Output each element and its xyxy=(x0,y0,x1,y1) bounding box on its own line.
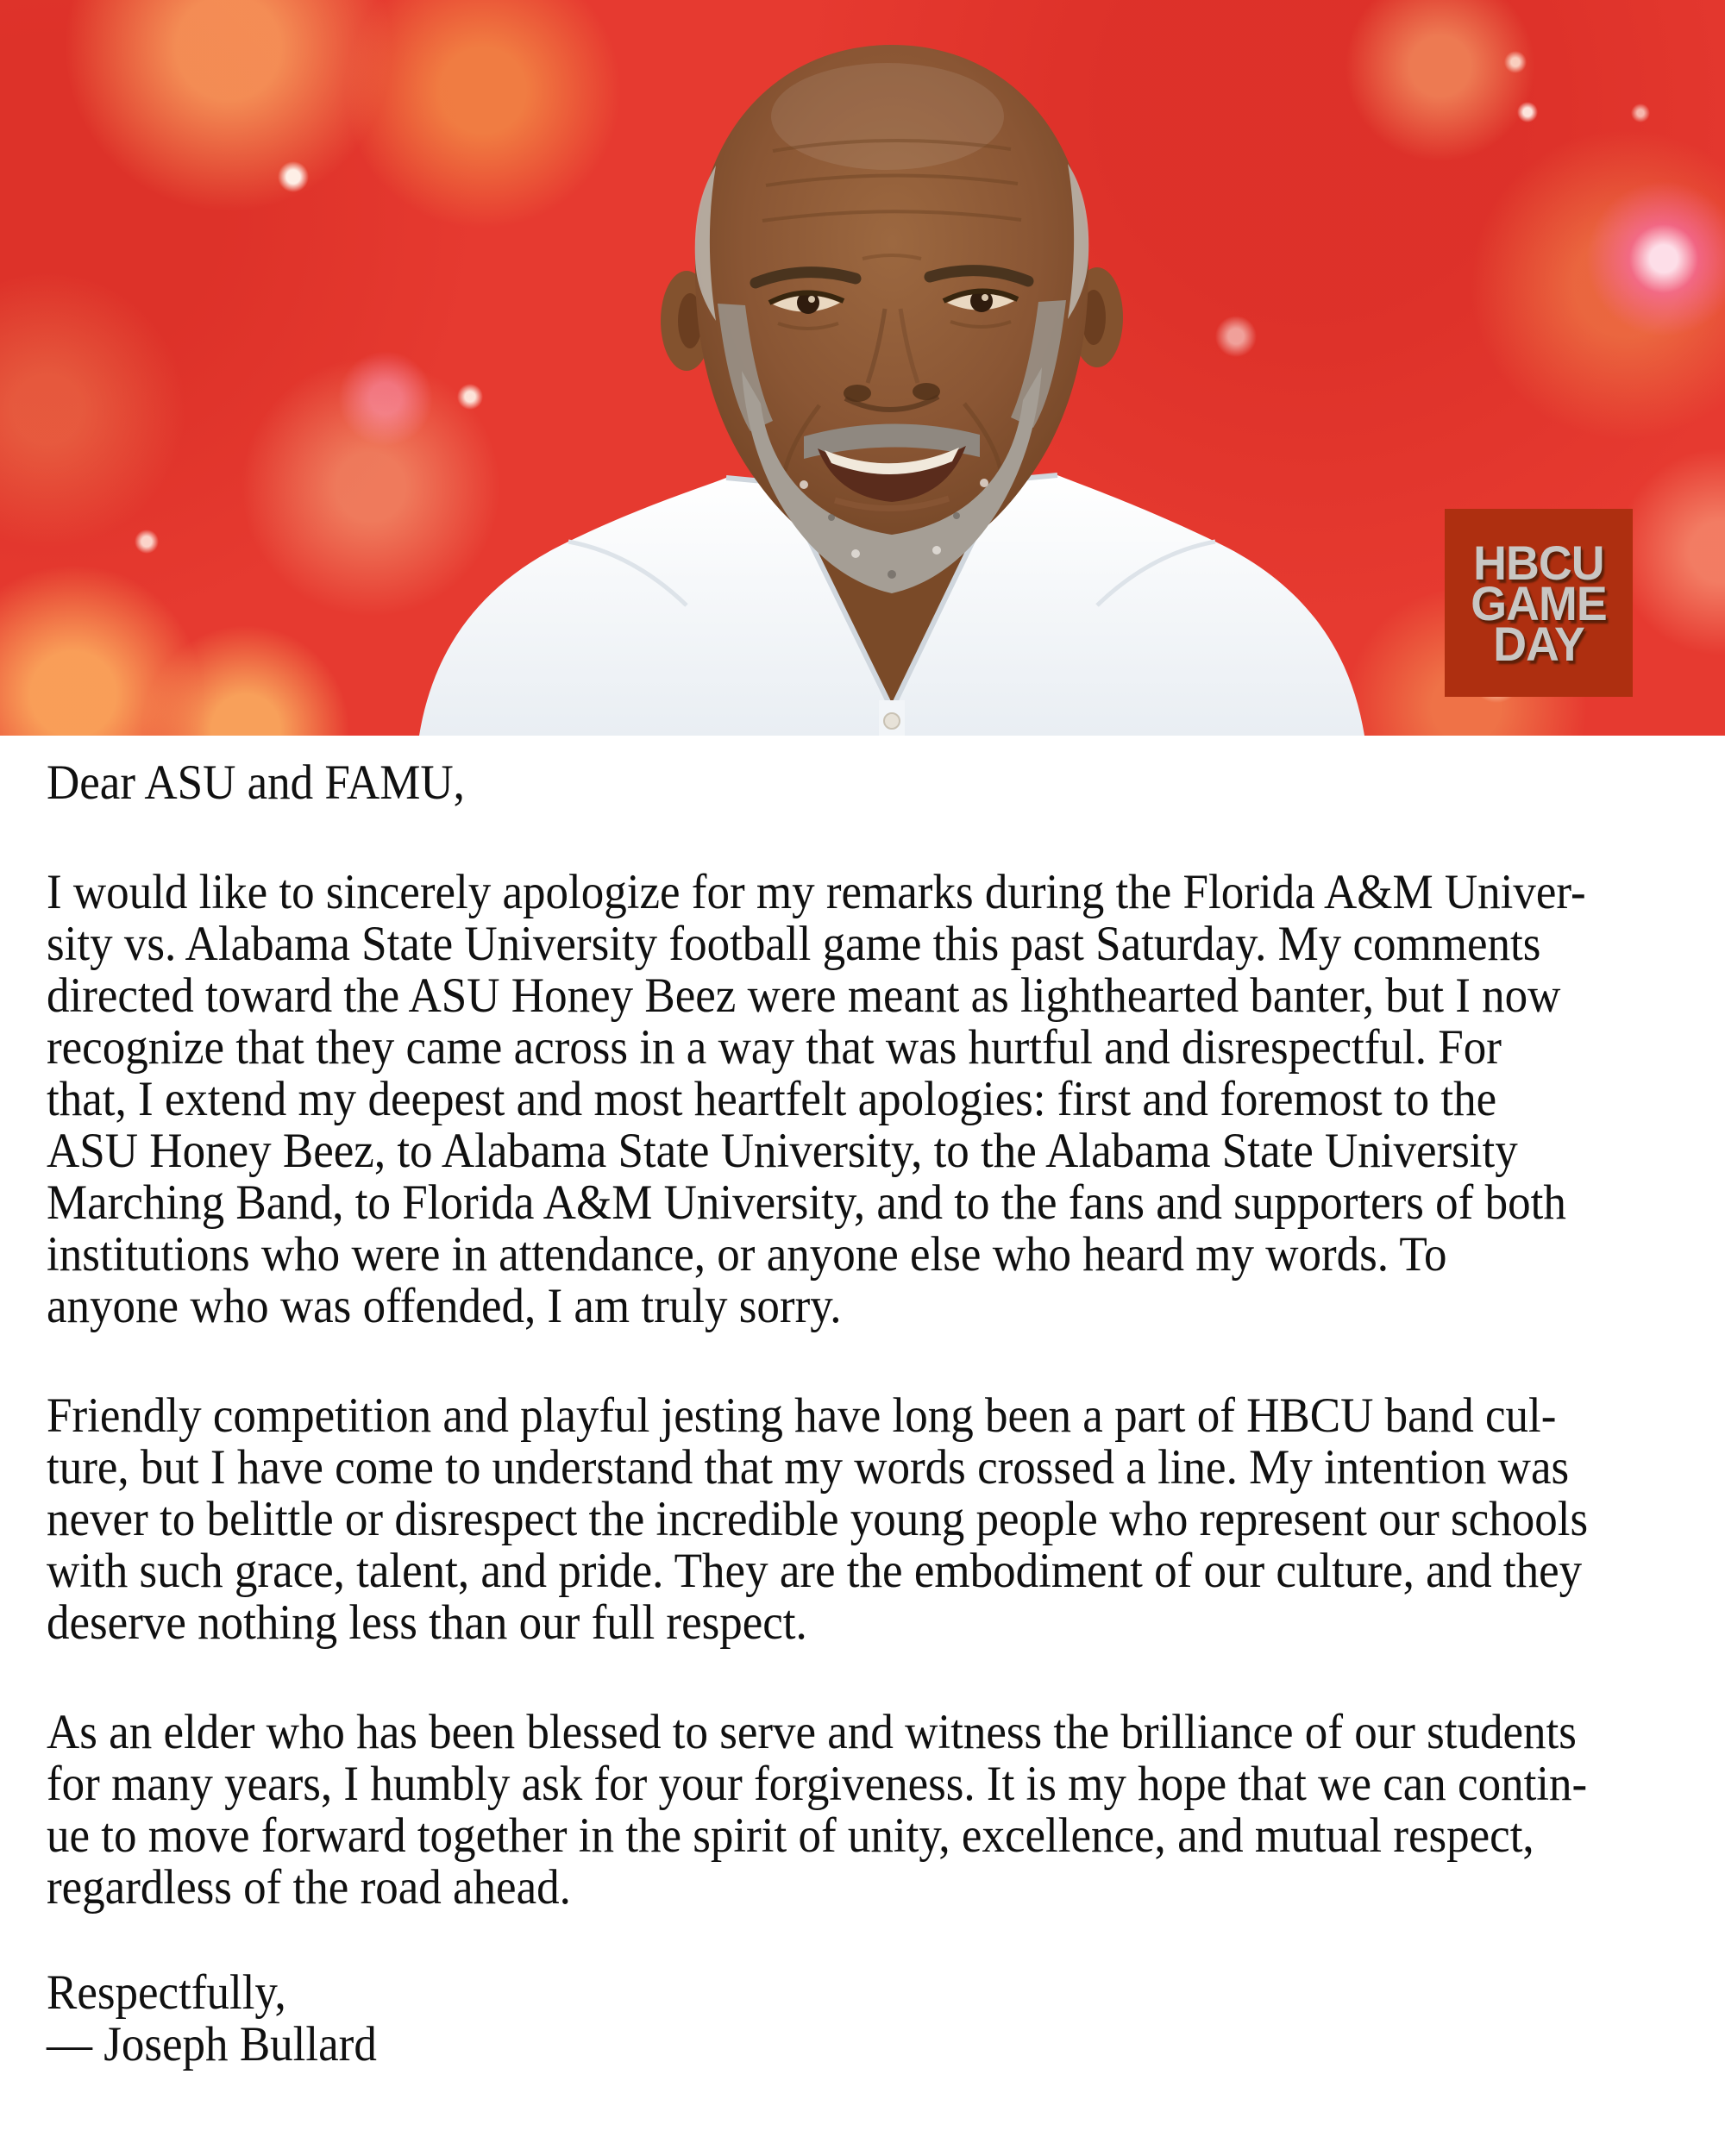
letter-line: deserve nothing less than our full respect. xyxy=(47,1595,807,1650)
letter-line: As an elder who has been blessed to serve and witness the brilliance of our students xyxy=(47,1705,1577,1759)
letter-line: anyone who was offended, I am truly sorry. xyxy=(47,1279,842,1333)
letter-text xyxy=(47,757,1725,2071)
salutation: Dear ASU and FAMU, xyxy=(47,755,465,810)
logo-text-game: GAME xyxy=(1471,575,1607,630)
letter-line: ture, but I have come to understand that my words crossed a line. My intention was xyxy=(47,1440,1570,1495)
letter-line: that, I extend my deepest and most heartfelt apologies: first and foremost to the xyxy=(47,1072,1497,1126)
closing-block xyxy=(47,1967,1725,2071)
logo-text-day: DAY xyxy=(1493,616,1584,671)
header-photo xyxy=(0,0,1725,736)
letter-line: sity vs. Alabama State University football game this past Saturday. My comments xyxy=(47,917,1541,971)
letter-line: regardless of the road ahead. xyxy=(47,1860,571,1915)
letter-line: never to belittle or disrespect the incredible young people who represent our schools xyxy=(47,1492,1589,1546)
letter-line: Friendly competition and playful jesting have long been a part of HBCU band cul- xyxy=(47,1388,1557,1443)
closing: Respectfully, xyxy=(47,1965,286,2020)
letter-line: institutions who were in attendance, or anyone else who heard my words. To xyxy=(47,1227,1447,1282)
paragraph-1 xyxy=(47,867,1725,1332)
signature-name: — Joseph Bullard xyxy=(47,2017,377,2071)
logo-text-hbcu: HBCU xyxy=(1473,535,1604,590)
letter-line: with such grace, talent, and pride. They are the embodiment of our culture, and they xyxy=(47,1544,1583,1598)
letter-line: ue to move forward together in the spirit of unity, excellence, and mutual respect, xyxy=(47,1808,1534,1863)
letter-line: recognize that they came across in a way that was hurtful and disrespectful. For xyxy=(47,1020,1502,1075)
letter-line: ASU Honey Beez, to Alabama State University, to the Alabama State University xyxy=(47,1124,1518,1178)
letter-line: directed toward the ASU Honey Beez were meant as lighthearted banter, but I now xyxy=(47,968,1561,1023)
apology-letter xyxy=(0,736,1725,2071)
hbcu-game-day-logo xyxy=(1445,509,1633,697)
letter-line: for many years, I humbly ask for your forgiveness. It is my hope that we can contin- xyxy=(47,1757,1588,1811)
letter-line: Marching Band, to Florida A&M University, and to the fans and supporters of both xyxy=(47,1175,1566,1230)
paragraph-2 xyxy=(47,1390,1725,1649)
letter-line: I would like to sincerely apologize for my remarks during the Florida A&M Univer- xyxy=(47,865,1586,919)
paragraph-3 xyxy=(47,1707,1725,1914)
